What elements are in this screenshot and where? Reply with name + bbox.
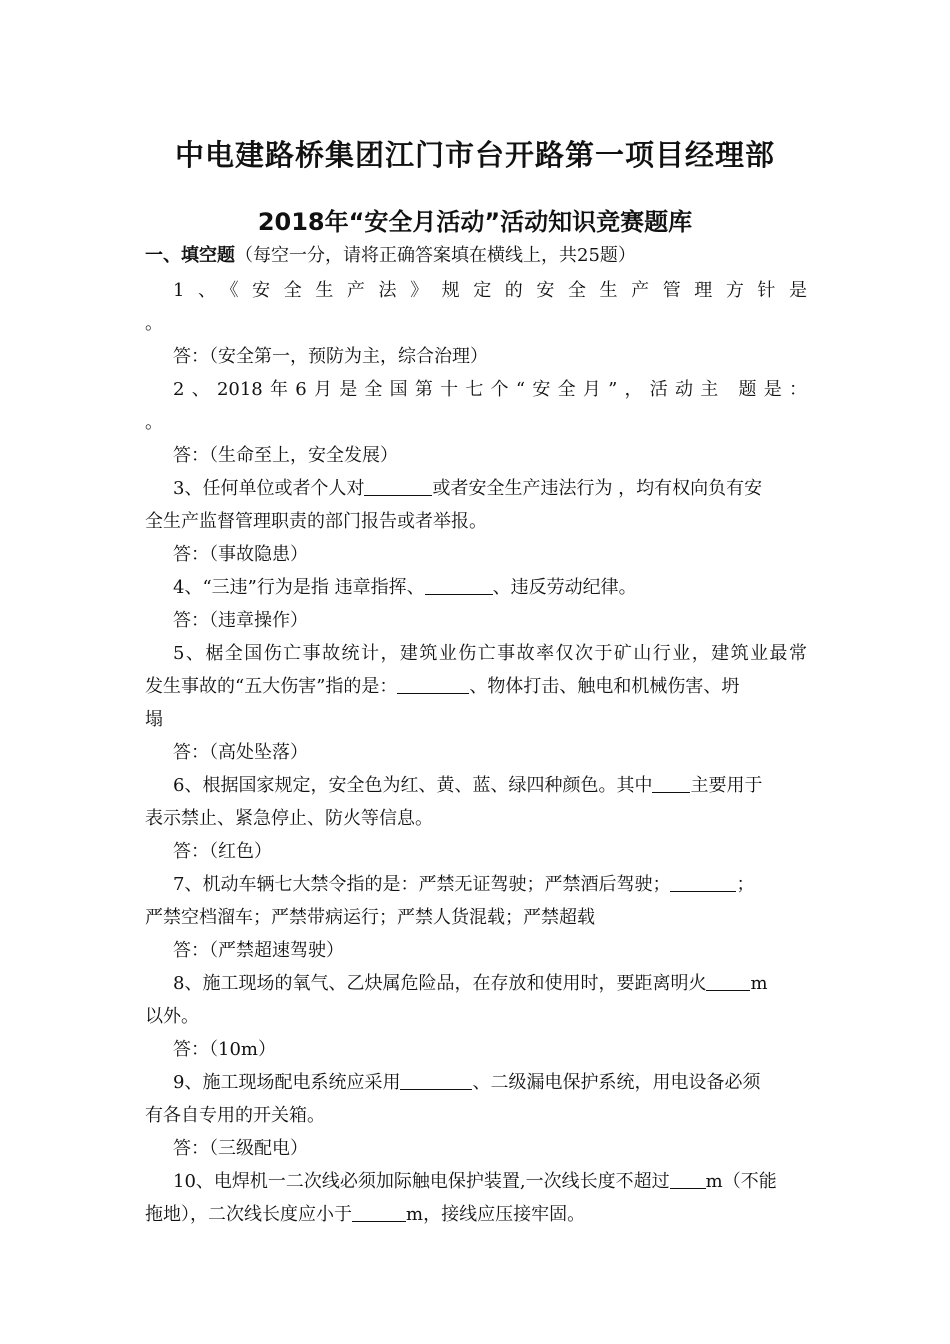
question-3-text-a: 3、任何单位或者个人对	[173, 478, 365, 499]
answer-5: 答：（高处坠落）	[173, 742, 308, 763]
answer-8: 答：（10m）	[173, 1039, 276, 1060]
answer-blank	[670, 873, 736, 892]
document-title: 中电建路桥集团江门市台开路第一项目经理部	[174, 138, 775, 172]
question-5-line-1: 5、椐全国伤亡事故统计，建筑业伤亡事故率仅次于矿山行业，建筑业最常	[173, 643, 807, 664]
answer-9: 答：（三级配电）	[173, 1138, 308, 1159]
question-7-line-2: 严禁空档溜车；严禁带病运行；严禁人货混载；严禁超载	[145, 907, 595, 928]
question-6-text-a: 6、根据国家规定，安全色为红、黄、蓝、绿四种颜色。其中	[173, 775, 653, 796]
question-6-line-1	[173, 774, 807, 798]
question-9-text-a: 9、施工现场配电系统应采用	[173, 1072, 401, 1093]
answer-3: 答：（事故隐患）	[173, 544, 308, 565]
question-3-line-1	[173, 477, 807, 501]
section-heading-note: （每空一分，请将正确答案填在横线上，共25题）	[235, 245, 636, 266]
question-10-text-b: m（不能	[705, 1171, 777, 1192]
answer-blank	[352, 1203, 406, 1222]
answer-4: 答：（违章操作）	[173, 610, 308, 631]
question-5-line-3: 塌	[145, 709, 163, 730]
answer-blank	[652, 774, 690, 793]
answer-blank	[670, 1170, 706, 1189]
answer-blank	[400, 1071, 472, 1090]
question-2-line-2: 。	[145, 412, 163, 433]
question-2-line-1: 2、2018年6月是全国第十七个“安全月”，活动主 题是：	[173, 379, 807, 400]
answer-6: 答：（红色）	[173, 841, 272, 862]
question-3-text-b: 或者安全生产违法行为 ，均有权向负有安	[432, 478, 763, 499]
question-4-text-b: 、违反劳动纪律。	[492, 577, 637, 598]
question-4-text-a: 4、“三违”行为是指 违章指挥、	[173, 577, 425, 598]
answer-blank	[425, 576, 493, 595]
question-6-text-b: 主要用于	[690, 775, 763, 796]
question-10-text-c: 拖地），二次线长度应小于	[145, 1204, 352, 1225]
question-6-line-2: 表示禁止、紧急停止、防火等信息。	[145, 808, 433, 829]
question-5-text-a: 发生事故的“五大伤害”指的是：	[145, 676, 398, 697]
question-5-line-2	[145, 675, 807, 699]
question-8-text-a: 8、施工现场的氧气、乙炔属危险品，在存放和使用时，要距离明火	[173, 973, 707, 994]
question-1-line-1: 1、《安全生产法》规定的安全生产管理方针是	[173, 280, 807, 301]
question-1-line-2: 。	[145, 313, 163, 334]
question-5-text-b: 、物体打击、触电和机械伤害、坍	[469, 676, 740, 697]
question-9-line-2: 有各自专用的开关箱。	[145, 1105, 325, 1126]
answer-1: 答：（安全第一，预防为主，综合治理）	[173, 346, 488, 367]
question-8-line-2: 以外。	[145, 1006, 199, 1027]
section-heading	[145, 244, 807, 268]
question-9-text-b: 、二级漏电保护系统，用电设备必须	[472, 1072, 761, 1093]
question-3-line-2: 全生产监督管理职责的部门报告或者举报。	[145, 511, 487, 532]
question-10-line-2	[145, 1203, 807, 1227]
answer-2: 答：（生命至上，安全发展）	[173, 445, 398, 466]
question-7-line-1	[173, 873, 807, 897]
question-10-line-1	[173, 1170, 807, 1194]
answer-7: 答：（严禁超速驾驶）	[173, 940, 344, 961]
question-9-line-1	[173, 1071, 807, 1095]
question-8-text-b: m	[750, 973, 768, 994]
answer-blank	[397, 675, 469, 694]
question-4-line-1	[173, 576, 807, 600]
answer-blank	[364, 477, 432, 496]
question-10-text-d: m，接线应压接牢固。	[406, 1204, 586, 1225]
question-7-text-b: ；	[736, 874, 755, 895]
question-7-text-a: 7、机动车辆七大禁令指的是：严禁无证驾驶；严禁酒后驾驶；	[173, 874, 671, 895]
section-heading-label: 一、填空题	[145, 245, 235, 266]
document-subtitle: 2018年“安全月活动”活动知识竞赛题库	[257, 208, 693, 236]
question-8-line-1	[173, 972, 807, 996]
question-10-text-a: 10、电焊机一二次线必须加际触电保护装置,一次线长度不超过	[173, 1171, 670, 1192]
answer-blank	[706, 972, 750, 991]
